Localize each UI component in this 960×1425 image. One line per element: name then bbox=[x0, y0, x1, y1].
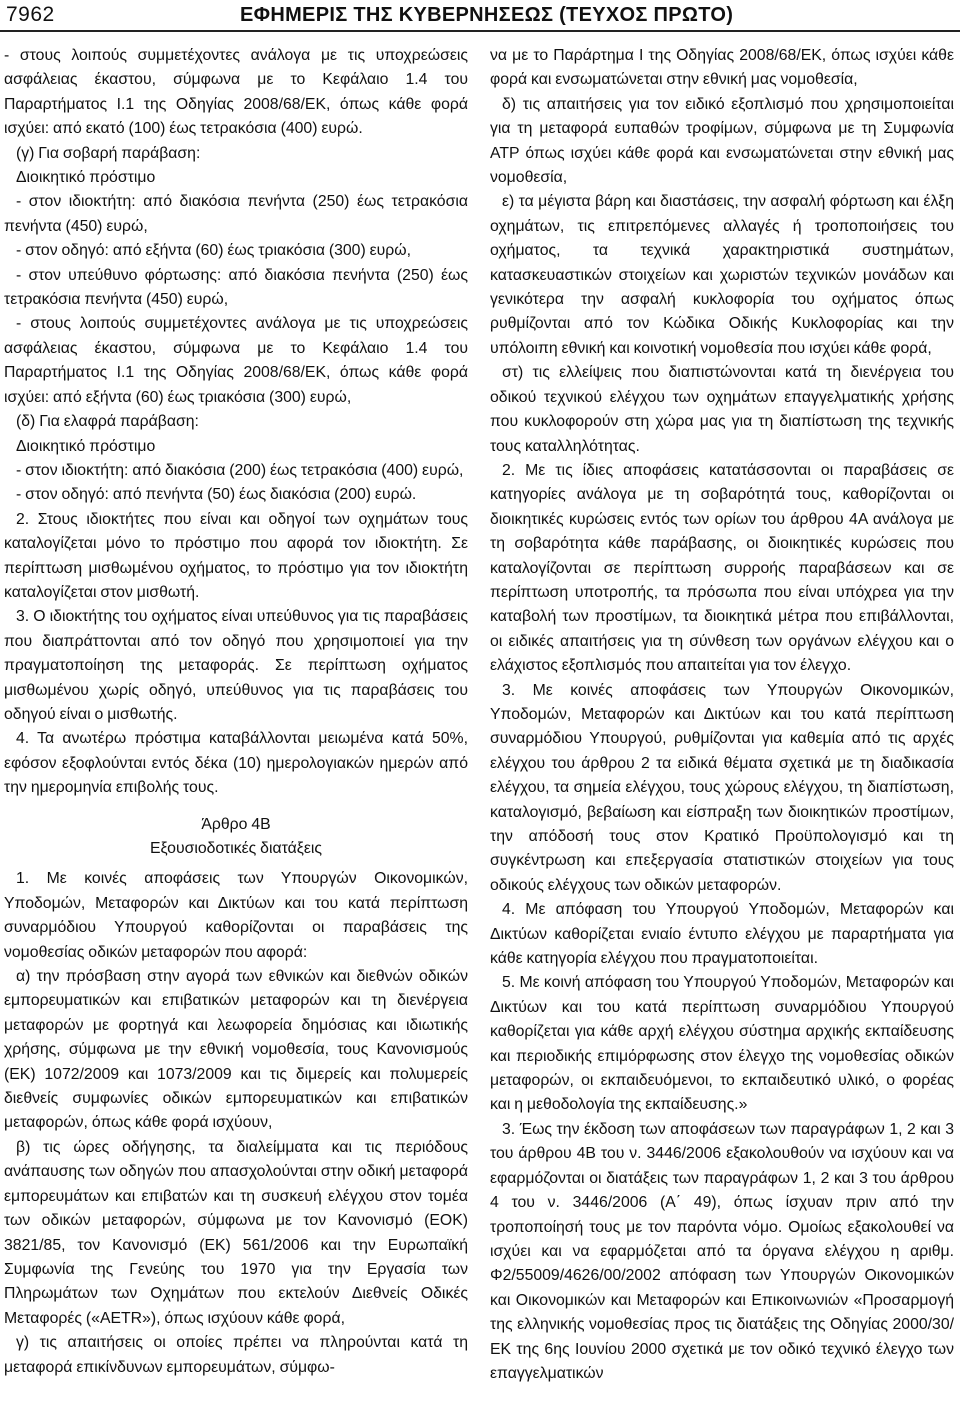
right-column bbox=[490, 44, 954, 1386]
paragraph: ε) τα μέγιστα βάρη και διαστάσεις, την ασφαλή φόρτωση και έλξη οχημάτων, τις επιτρεπόμενες αλλαγές ή τροποποιήσεις του οχήματος, τα τεχνικά χαρακτηριστικά συστημάτων, κατασκευαστικών στοιχείων και χωριστών τεχνικών μονάδων και γενικότερα την ασφαλή κυκλοφορία του οχήματος όπως ρυθμίζονται από τον Κώδικα Οδικής Κυκλοφορίας και την υπόλοιπη εθνική και κοινοτική νομοθεσία που ισχύει κάθε φορά, bbox=[490, 193, 954, 357]
paragraph: β) τις ώρες οδήγησης, τα διαλείμματα και τις περιόδους ανάπαυσης των οδηγών που απασχολούνται στην οδική μεταφορά εμπορευμάτων και επιβατών και τη συσκευή ελέγχου στον τομέα των οδικών μεταφορών, σύμφωνα με τον Κανονισμό (ΕΟΚ) 3821/85, τον Κανονισμό (ΕΚ) 561/2006 και την Ευρωπαϊκή Συμφωνία της Γενεύης του 1970 για την Εργασία των Πληρωμάτων των Οχημάτων που εκτελούν Διεθνείς Οδικές Μεταφορές («AETR»), όπως ισχύουν κάθε φορά, bbox=[4, 1138, 468, 1327]
paragraph: 4. Τα ανωτέρω πρόστιμα καταβάλλονται μειωμένα κατά 50%, εφόσον εξοφλούνται εντός δέκα (10) ημερολογιακών ημερών από την ημερομηνία επιβολής τους. bbox=[4, 730, 468, 797]
paragraph: - στον υπεύθυνο φόρτωσης: από διακόσια πενήντα (250) έως τετρακόσια πενήντα (450) ευρώ, bbox=[4, 266, 468, 309]
paragraph: 3. Ο ιδιοκτήτης του οχήματος είναι υπεύθυνος για τις παραβάσεις που διαπράττονται από τον οδηγό που χρησιμοποιεί για την πραγματοποίηση της μεταφοράς. Σε περίπτωση οχήματος μισθωμένου χωρίς οδηγό, υπεύθυνος για τις παραβάσεις του οδηγού είναι ο μισθωτής. bbox=[4, 608, 468, 723]
header-rule bbox=[0, 30, 960, 32]
paragraph: 2. Με τις ίδιες αποφάσεις κατατάσσονται οι παραβάσεις σε κατηγορίες ανάλογα με τη σοβαρότητά τους, καθορίζονται οι διοικητικές κυρώσεις εντός των ορίων του άρθρου 4Α ανάλογα με τη σοβαρότητα κάθε παράβασης, οι διοικητικές κυρώσεις που καταλογίζονται σε περίπτωση συρροής παραβάσεων και σε περίπτωση υποτροπής, τα πρόσωπα που είναι υπόχρεα για την καταβολή των προστίμων, τα διοικητικά μέτρα που επιβάλλονται, οι ειδικές απαιτήσεις για τη σύνθεση των οργάνων ελέγχου και ο ελάχιστος εξοπλισμός που απαιτείται για τον έλεγχο. bbox=[490, 461, 954, 675]
paragraph: (δ) Για ελαφρά παράβαση: bbox=[16, 413, 199, 431]
paragraph: - στους λοιπούς συμμετέχοντες ανάλογα με τις υποχρεώσεις ασφάλειας έκαστου, σύμφωνα με το Κεφάλαιο 1.4 του Παραρτήματος Ι.1 της Οδηγίας 2008/68/ΕΚ, όπως κάθε φορά ισχύει: από εκατό (100) έως τετρακόσια (400) ευρώ. bbox=[4, 47, 468, 138]
paragraph: 4. Με απόφαση του Υπουργού Υποδομών, Μεταφορών και Δικτύων καθορίζεται ενιαίο έντυπο ελέγχου με παραρτήματα για κάθε κατηγορία ελέγχου που πραγματοποιείται. bbox=[490, 901, 954, 968]
paragraph: - στον ιδιοκτήτη: από διακόσια (200) έως τετρακόσια (400) ευρώ, bbox=[16, 461, 464, 479]
left-column bbox=[4, 44, 468, 1380]
article-subtitle: Εξουσιοδοτικές διατάξεις bbox=[149, 840, 323, 857]
page-number: 7962 bbox=[6, 3, 55, 26]
paragraph: Διοικητικό πρόστιμο bbox=[16, 437, 156, 455]
paragraph: (γ) Για σοβαρή παράβαση: bbox=[16, 144, 201, 162]
paragraph: α) την πρόσβαση στην αγορά των εθνικών και διεθνών οδικών εμπορευματικών και επιβατικών μεταφορών και τη διενέργεια μεταφορών με φορτηγά και λεωφορεία δημόσιας και ιδιωτικής χρήσης, σύμφωνα με την εθνική νομοθεσία, τους Κανονισμούς (ΕΚ) 1072/2009 και 1073/2009 και τις διμερείς και πολυμερείς διεθνείς συμφωνίες οδικών εμπορευματικών και επιβατικών μεταφορών, όπως κάθε φορά ισχύουν, bbox=[4, 968, 468, 1132]
paragraph: 2. Στους ιδιοκτήτες που είναι και οδηγοί των οχημάτων τους καταλογίζεται μόνο το πρόστιμο που αφορά τον ιδιοκτήτη. Σε περίπτωση μισθωμένου οχήματος, το πρόστιμο για τον ιδιοκτήτη καταλογίζεται στον μισθωτή. bbox=[4, 510, 468, 601]
paragraph: 3. Με κοινές αποφάσεις των Υπουργών Οικονομικών, Υποδομών, Μεταφορών και Δικτύων και του κατά περίπτωση συναρμόδιου Υπουργού, ρυθμίζονται για καθεμία από τις αρχές ελέγχου του άρθρου 2 τα ειδικά θέματα σχετικά με τη διαδικασία ελέγχου, τα σημεία ελέγχου, τους χώρους ελέγχου, τη διαπίστωση, καταλογισμό, βεβαίωση και είσπραξη των διοικητικών προστίμων, την απόδοσή τους στον Κρατικό Προϋπολογισμό και τη συγκέντρωση και επεξεργασία στατιστικών στοιχείων για τους οδικούς ελέγχους των οδικών μεταφορών. bbox=[490, 681, 954, 894]
paragraph: γ) τις απαιτήσεις οι οποίες πρέπει να πληρούνται κατά τη μεταφορά επικίνδυνων εμπορευμάτων, σύμφω- bbox=[4, 1334, 468, 1376]
paragraph: - στον οδηγό: από πενήντα (50) έως διακόσια (200) ευρώ. bbox=[16, 486, 417, 504]
gazette-title: ΕΦΗΜΕΡΙΣ ΤΗΣ ΚΥΒΕΡΝΗΣΕΩΣ (ΤΕΥΧΟΣ ΠΡΩΤΟ) bbox=[240, 4, 734, 26]
paragraph: 5. Με κοινή απόφαση του Υπουργού Υποδομών, Μεταφορών και Δικτύων και του κατά περίπτωση συναρμόδιου Υπουργού καθορίζεται για κάθε αρχή ελέγχου σύστημα αρχικής εκπαίδευσης και περιοδικής επιμόρφωσης στον έλεγχο της νομοθεσίας οδικών μεταφορών, οι εκπαιδευόμενοι, το εκπαιδευτικό υλικό, ο φορέας και η μεθοδολογία της εκπαίδευσης.» bbox=[490, 974, 954, 1114]
paragraph: - στον ιδιοκτήτη: από διακόσια πενήντα (250) έως τετρακόσια πενήντα (450) ευρώ, bbox=[4, 193, 468, 235]
paragraph: - στους λοιπούς συμμετέχοντες ανάλογα με τις υποχρεώσεις ασφάλειας έκαστου, σύμφωνα με το Κεφάλαιο 1.4 του Παραρτήματος Ι.1 της Οδηγίας 2008/68/ΕΚ, όπως κάθε φορά ισχύει: από εξήντα (60) έως τριακόσια (300) ευρώ, bbox=[4, 315, 468, 406]
article-title: Άρθρο 4Β bbox=[201, 815, 271, 833]
paragraph: να με το Παράρτημα Ι της Οδηγίας 2008/68/ΕΚ, όπως ισχύει κάθε φορά και ενσωματώνεται στην εθνική μας νομοθεσία, bbox=[490, 47, 954, 89]
paragraph: 3. Έως την έκδοση των αποφάσεων των παραγράφων 1, 2 και 3 του άρθρου 4Β του ν. 3446/2006 εξακολουθούν να ισχύουν και να εφαρμόζονται οι διατάξεις των παραγράφων 1, 2 και 3 του άρθρου 4 του ν. 3446/2006 (Α΄ 49), όπως ίσχυαν πριν από την τροποποίησή τους με τον παρόντα νόμο. Ομοίως εξακολουθεί να ισχύει και να εφαρμόζεται από τα όργανα ελέγχου η αριθμ. Φ2/55009/4626/00/2002 απόφαση των Υπουργών Οικονομικών και Οικονομικών και Μεταφορών και Επικοινωνιών «Προσαρμογή της ελληνικής νομοθεσίας προς τις διατάξεις της Οδηγίας 2000/30/ΕΚ της 6ης Ιουνίου 2000 σχετικά με τον οδικό τεχνικό έλεγχο των επαγγελματικών bbox=[490, 1120, 954, 1382]
paragraph: στ) τις ελλείψεις που διαπιστώνονται κατά τη διενέργεια του οδικού τεχνικού ελέγχου των οχημάτων επαγγελματικής χρήσης που κυκλοφορούν στη χώρα μας για τη διαπίστωση της τεχνικής τους καταλληλότητας. bbox=[490, 364, 954, 455]
paragraph: - στον οδηγό: από εξήντα (60) έως τριακόσια (300) ευρώ, bbox=[16, 242, 412, 260]
paragraph: δ) τις απαιτήσεις για τον ειδικό εξοπλισμό που χρησιμοποιείται για τη μεταφορά ευπαθών τροφίμων, σύμφωνα με τη Συμφωνία ATP όπως ισχύει κάθε φορά και ενσωματώνεται στην εθνική μας νομοθεσία, bbox=[490, 95, 954, 187]
page-header bbox=[0, 0, 960, 34]
paragraph: Διοικητικό πρόστιμο bbox=[16, 169, 156, 187]
paragraph: 1. Με κοινές αποφάσεις των Υπουργών Οικονομικών, Υποδομών, Μεταφορών και Δικτύων και του κατά περίπτωση συναρμόδιου Υπουργού καθορίζονται οι παραβάσεις της νομοθεσίας οδικών μεταφορών που αφορά: bbox=[4, 870, 468, 961]
